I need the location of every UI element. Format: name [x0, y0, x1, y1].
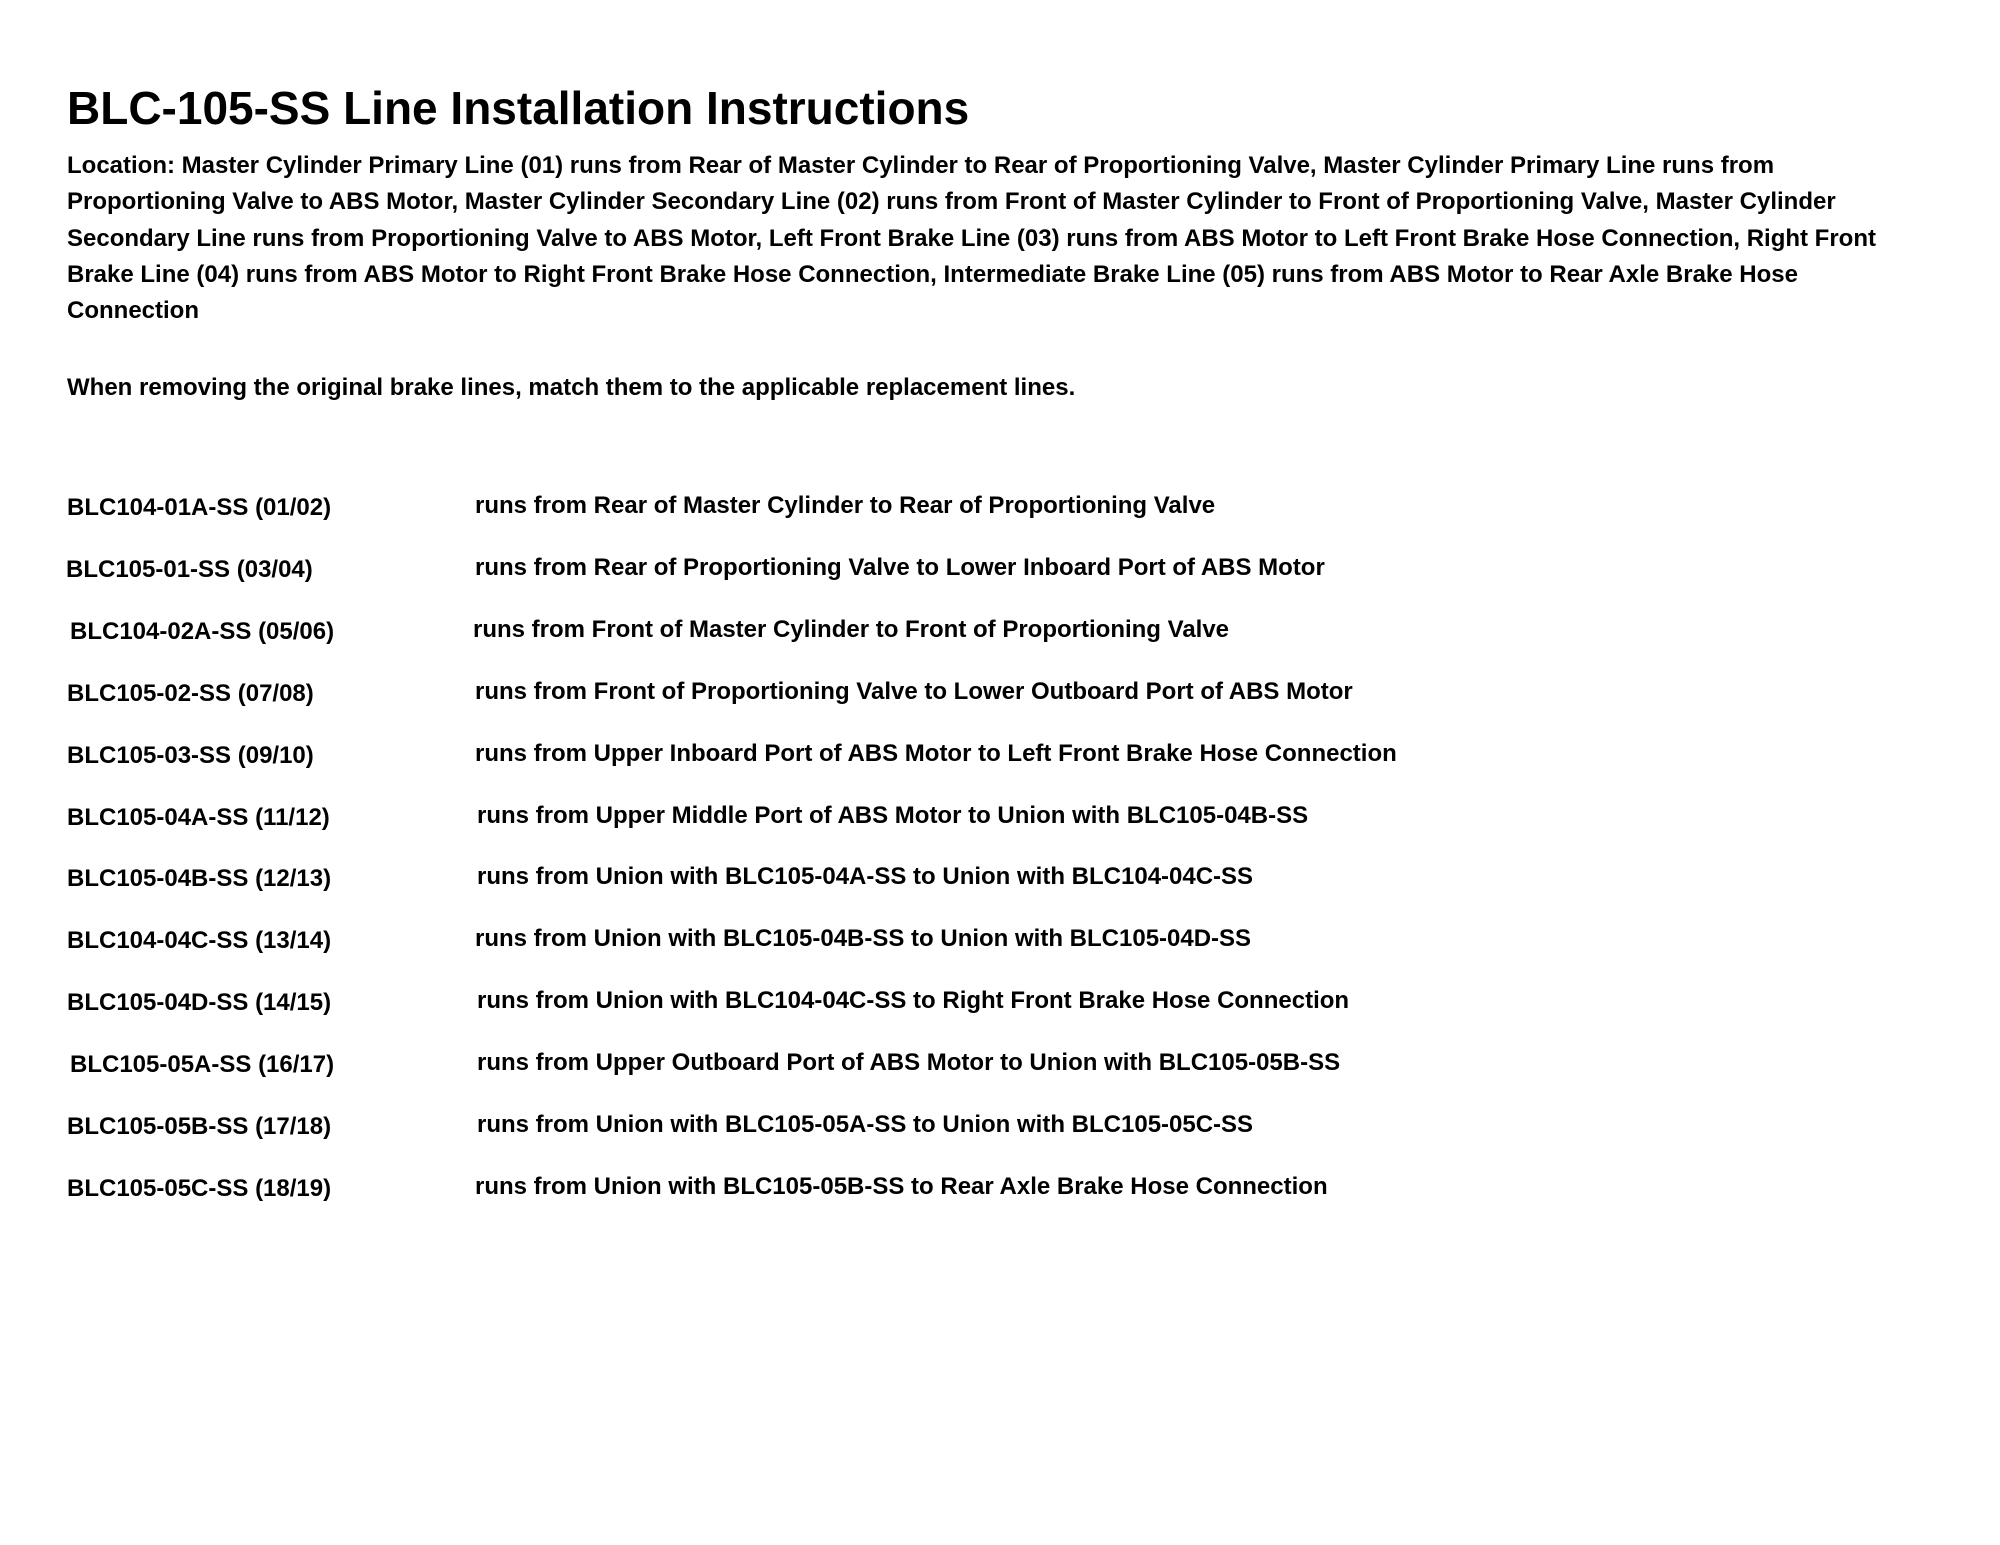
line-description: runs from Upper Inboard Port of ABS Motor to Left Front Brake Hose Connection [475, 740, 1397, 767]
brake-line-row [0, 491, 2000, 525]
line-description: runs from Union with BLC105-05B-SS to Rear Axle Brake Hose Connection [475, 1173, 1328, 1200]
brake-line-row [0, 1048, 2000, 1082]
brake-line-row [0, 1172, 2000, 1206]
line-part-number: BLC105-04D-SS (14/15) [67, 989, 332, 1016]
brake-line-row [0, 553, 2000, 587]
line-description: runs from Union with BLC105-05A-SS to Union with BLC105-05C-SS [477, 1111, 1254, 1138]
page-title: BLC-105-SS Line Installation Instructions [67, 82, 970, 134]
removal-note: When removing the original brake lines, match them to the applicable replacement lines. [67, 374, 1076, 401]
line-part-number: BLC105-05C-SS (18/19) [67, 1175, 332, 1202]
line-part-number: BLC104-01A-SS (01/02) [67, 494, 332, 521]
line-part-number: BLC104-02A-SS (05/06) [70, 618, 335, 645]
line-part-number: BLC105-03-SS (09/10) [67, 742, 314, 769]
line-part-number: BLC105-01-SS (03/04) [66, 556, 313, 583]
line-description: runs from Front of Master Cylinder to Front of Proportioning Valve [473, 616, 1230, 643]
brake-line-row [0, 677, 2000, 711]
line-description: runs from Rear of Proportioning Valve to Lower Inboard Port of ABS Motor [475, 554, 1325, 581]
line-part-number: BLC105-04A-SS (11/12) [67, 804, 330, 831]
line-part-number: BLC105-04B-SS (12/13) [67, 865, 332, 892]
brake-line-row [0, 739, 2000, 773]
brake-line-row [0, 924, 2000, 958]
line-description: runs from Front of Proportioning Valve to Lower Outboard Port of ABS Motor [475, 678, 1353, 705]
line-description: runs from Union with BLC105-04B-SS to Union with BLC105-04D-SS [475, 925, 1252, 952]
line-part-number: BLC105-02-SS (07/08) [67, 680, 314, 707]
brake-line-row [0, 1110, 2000, 1144]
line-part-number: BLC105-05B-SS (17/18) [67, 1113, 332, 1140]
brake-line-row [0, 801, 2000, 835]
line-description: runs from Union with BLC105-04A-SS to Union with BLC104-04C-SS [477, 863, 1254, 890]
line-description: runs from Rear of Master Cylinder to Rear of Proportioning Valve [475, 492, 1216, 519]
line-description: runs from Upper Middle Port of ABS Motor to Union with BLC105-04B-SS [477, 802, 1309, 829]
line-description: runs from Union with BLC104-04C-SS to Right Front Brake Hose Connection [477, 987, 1350, 1014]
line-part-number: BLC105-05A-SS (16/17) [70, 1051, 335, 1078]
brake-line-row [0, 986, 2000, 1020]
brake-line-row [0, 615, 2000, 649]
location-paragraph: Location: Master Cylinder Primary Line (01) runs from Rear of Master Cylinder to Rear of Proportioning Valve, Master Cylinder Primary Line runs from Proportioning Valve to ABS Motor, Master Cylinder Secondary Line (02) runs from Front of Master Cylinder to Front of Proportioning Valve, Master Cylinder Secondary Line runs from Proportioning Valve to ABS Motor, Left Front Brake Line (03) runs from ABS Motor to Left Front Brake Hose Connection, Right Front Brake Line (04) runs from ABS Motor to Right Front Brake Hose Connection, Intermediate Brake Line (05) runs from ABS Motor to Rear Axle Brake Hose Connection [67, 152, 1876, 325]
brake-line-row [0, 862, 2000, 896]
line-description: runs from Upper Outboard Port of ABS Motor to Union with BLC105-05B-SS [477, 1049, 1341, 1076]
line-part-number: BLC104-04C-SS (13/14) [67, 927, 332, 954]
